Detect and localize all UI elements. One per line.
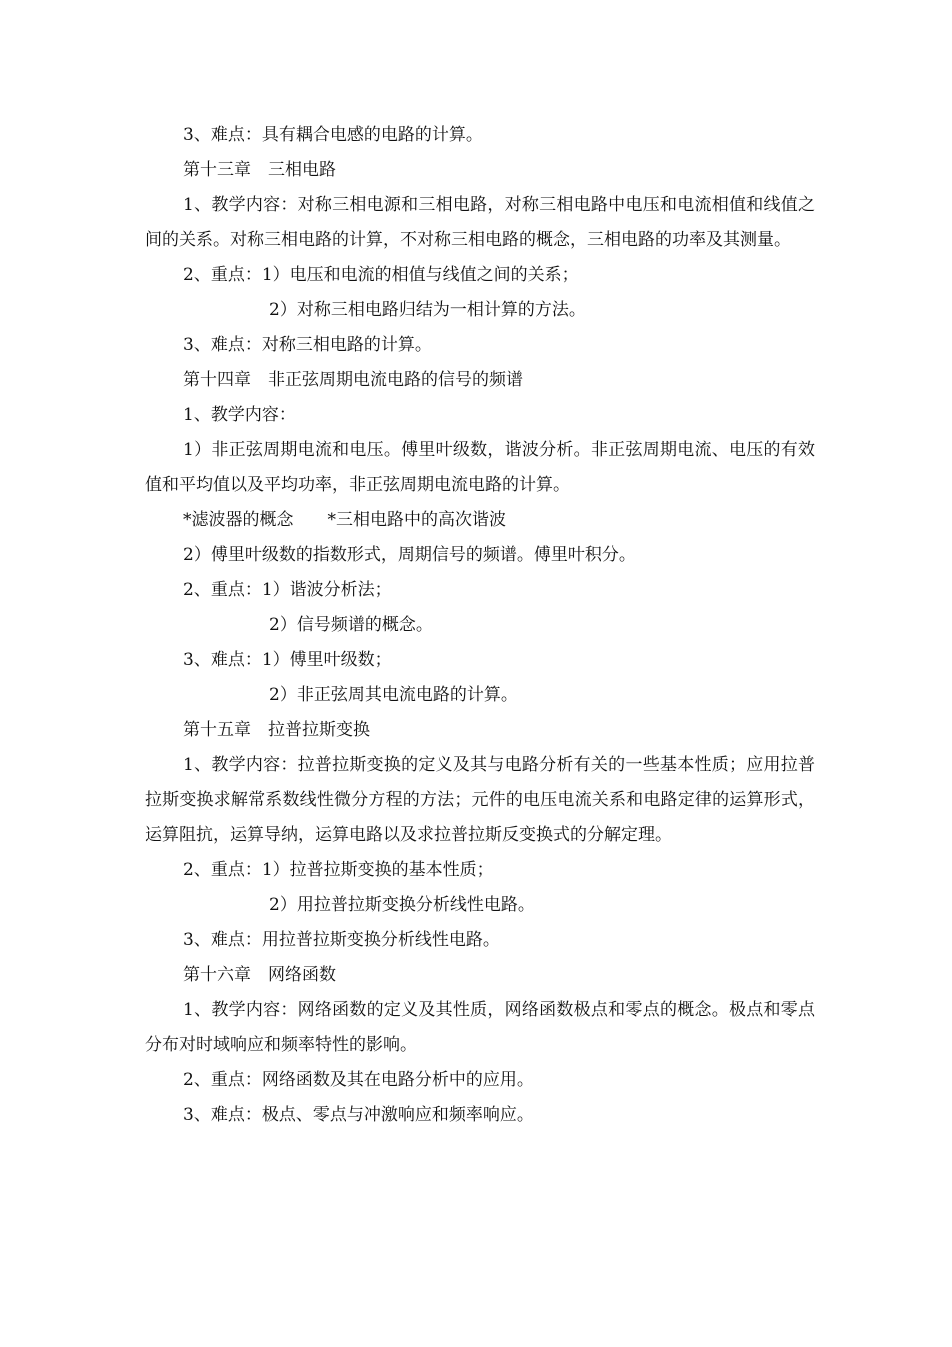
paragraph-content-ch13: 1、教学内容：对称三相电源和三相电路，对称三相电路中电压和电流相值和线值之间的关系。对称三相电路的计算，不对称三相电路的概念，三相电路的功率及其测量。 bbox=[145, 195, 815, 250]
chapter-15-heading: 第十五章 拉普拉斯变换 bbox=[183, 720, 370, 740]
chapter-16-heading: 第十六章 网络函数 bbox=[183, 965, 336, 985]
chapter-13-heading: 第十三章 三相电路 bbox=[183, 160, 336, 180]
paragraph-key-points-ch15-item2: 2）用拉普拉斯变换分析线性电路。 bbox=[269, 895, 535, 915]
paragraph-content-ch14-item2: 2）傅里叶级数的指数形式，周期信号的频谱。傅里叶积分。 bbox=[183, 545, 636, 565]
paragraph-difficulty-ch14-item2: 2）非正弦周其电流电路的计算。 bbox=[269, 685, 518, 705]
paragraph-key-points-ch13: 2、重点：1）电压和电流的相值与线值之间的关系； bbox=[183, 265, 579, 285]
paragraph-content-ch14: 1、教学内容： bbox=[183, 405, 296, 425]
paragraph-difficulty-ch15: 3、难点：用拉普拉斯变换分析线性电路。 bbox=[183, 930, 500, 950]
paragraph-key-points-ch14-item2: 2）信号频谱的概念。 bbox=[269, 615, 433, 635]
paragraph-content-ch16: 1、教学内容：网络函数的定义及其性质，网络函数极点和零点的概念。极点和零点分布对时域响应和频率特性的影响。 bbox=[145, 1000, 815, 1055]
paragraph-key-points-ch16: 2、重点：网络函数及其在电路分析中的应用。 bbox=[183, 1070, 534, 1090]
paragraph-difficulty-ch14: 3、难点：1）傅里叶级数； bbox=[183, 650, 392, 670]
paragraph-key-points-ch13-item2: 2）对称三相电路归结为一相计算的方法。 bbox=[269, 300, 586, 320]
paragraph-difficulty-ch16: 3、难点：极点、零点与冲激响应和频率响应。 bbox=[183, 1105, 534, 1125]
paragraph-content-ch14-item1: 1）非正弦周期电流和电压。傅里叶级数，谐波分析。非正弦周期电流、电压的有效值和平均值以及平均功率，非正弦周期电流电路的计算。 bbox=[145, 440, 815, 495]
paragraph-difficulty-ch13: 3、难点：对称三相电路的计算。 bbox=[183, 335, 432, 355]
paragraph-key-points-ch14: 2、重点：1）谐波分析法； bbox=[183, 580, 392, 600]
chapter-14-heading: 第十四章 非正弦周期电流电路的信号的频谱 bbox=[183, 370, 523, 390]
paragraph-difficulty-ch12: 3、难点：具有耦合电感的电路的计算。 bbox=[183, 125, 483, 145]
paragraph-key-points-ch15: 2、重点：1）拉普拉斯变换的基本性质； bbox=[183, 860, 494, 880]
paragraph-optional-topics-ch14: *滤波器的概念 *三相电路中的高次谐波 bbox=[183, 510, 506, 530]
paragraph-content-ch15: 1、教学内容：拉普拉斯变换的定义及其与电路分析有关的一些基本性质；应用拉普拉斯变换求解常系数线性微分方程的方法；元件的电压电流关系和电路定律的运算形式，运算阻抗，运算导纳，运算电路以及求拉普拉斯反变换式的分解定理。 bbox=[145, 755, 815, 845]
document-page bbox=[145, 118, 815, 1133]
